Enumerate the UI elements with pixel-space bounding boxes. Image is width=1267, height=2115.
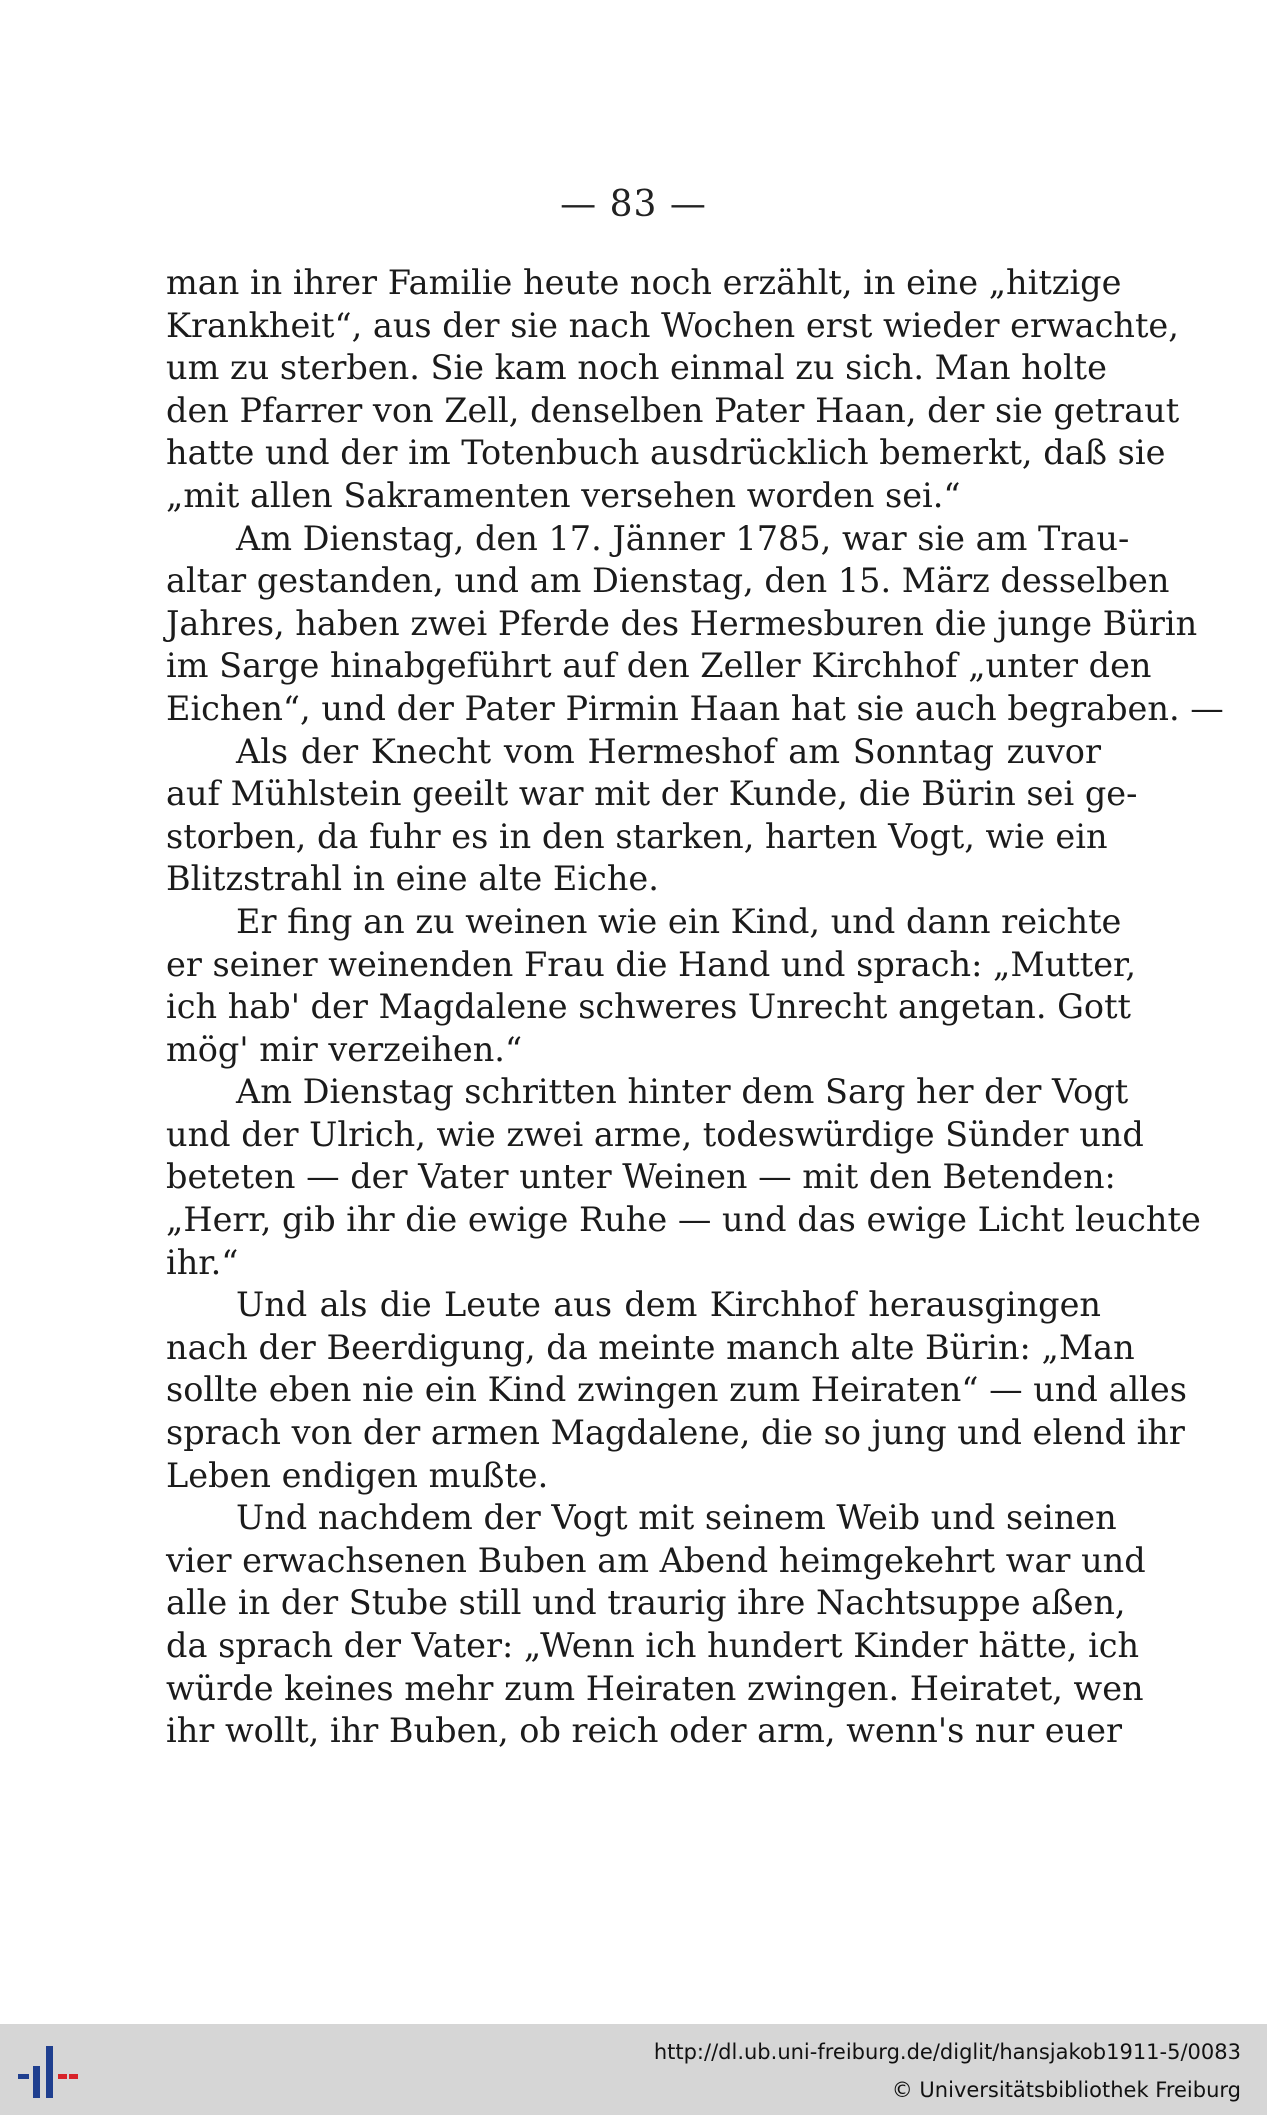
copyright-notice: © Universitätsbibliothek Freiburg [891,2078,1241,2102]
text-line: Und nachdem der Vogt mit seinem Weib und seinen [236,1498,1117,1538]
text-line: würde keines mehr zum Heiraten zwingen. Heiratet, wen [166,1668,1144,1708]
text-line: Blitzstrahl in eine alte Eiche. [166,859,659,899]
text-line: den Pfarrer von Zell, denselben Pater Haan, der sie getraut [166,390,1180,430]
text-line: sprach von der armen Magdalene, die so jung und elend ihr [166,1413,1185,1453]
source-url-link[interactable]: http://dl.ub.uni-freiburg.de/diglit/hansjakob1911-5/0083 [653,2040,1241,2064]
text-line: Krankheit“, aus der sie nach Wochen erst wieder erwachte, [166,305,1179,345]
footer-bar [0,2024,1267,2115]
ub-freiburg-logo-icon[interactable] [18,2044,80,2100]
text-line: nach der Beerdigung, da meinte manch alte Bürin: „Man [166,1327,1135,1367]
text-line: man in ihrer Familie heute noch erzählt, in eine „hitzige [166,263,1122,302]
text-line: beteten — der Vater unter Weinen — mit den Betenden: [166,1157,1116,1197]
text-line: Jahres, haben zwei Pferde des Hermesburen die junge Bürin [166,603,1198,643]
text-line: sollte eben nie ein Kind zwingen zum Heiraten“ — und alles [166,1370,1187,1410]
text-line: im Sarge hinabgeführt auf den Zeller Kirchhof „unter den [166,646,1152,686]
text-line: mög' mir verzeihen.“ [166,1029,523,1069]
text-line: ihr wollt, ihr Buben, ob reich oder arm, wenn's nur euer [166,1711,1122,1751]
text-line: und der Ulrich, wie zwei arme, todeswürdige Sünder und [166,1114,1144,1154]
text-line: ich hab' der Magdalene schweres Unrecht angetan. Gott [166,987,1131,1027]
text-line: Als der Knecht vom Hermeshof am Sonntag zuvor [236,731,1101,771]
text-line: alle in der Stube still und traurig ihre Nachtsuppe aßen, [166,1583,1126,1623]
text-line: vier erwachsenen Buben am Abend heimgekehrt war und [166,1540,1146,1580]
text-line: Am Dienstag schritten hinter dem Sarg her der Vogt [236,1072,1129,1112]
text-line: „mit allen Sakramenten versehen worden sei.“ [166,475,961,515]
text-line: er seiner weinenden Frau die Hand und sprach: „Mutter, [166,944,1137,984]
text-line: auf Mühlstein geeilt war mit der Kunde, die Bürin sei ge- [166,774,1138,814]
text-line: Eichen“, und der Pater Pirmin Haan hat sie auch begraben. — [166,688,1224,728]
text-line: altar gestanden, und am Dienstag, den 15. März desselben [166,561,1170,601]
text-line: ihr.“ [166,1242,239,1282]
text-line: Und als die Leute aus dem Kirchhof herausgingen [236,1285,1101,1325]
text-line: um zu sterben. Sie kam noch einmal zu sich. Man holte [166,348,1107,388]
text-line: Am Dienstag, den 17. Jänner 1785, war sie am Trau- [236,518,1130,558]
page-number-header: — 83 — [560,184,707,225]
text-line: „Herr, gib ihr die ewige Ruhe — und das ewige Licht leuchte [166,1200,1201,1240]
book-page-text [166,262,1224,1753]
text-line: Leben endigen mußte. [166,1455,549,1495]
text-line: da sprach der Vater: „Wenn ich hundert Kinder hätte, ich [166,1626,1140,1665]
text-line: hatte und der im Totenbuch ausdrücklich bemerkt, daß sie [166,433,1166,473]
text-line: Er fing an zu weinen wie ein Kind, und dann reichte [236,901,1122,941]
text-line: storben, da fuhr es in den starken, harten Vogt, wie ein [166,816,1108,856]
